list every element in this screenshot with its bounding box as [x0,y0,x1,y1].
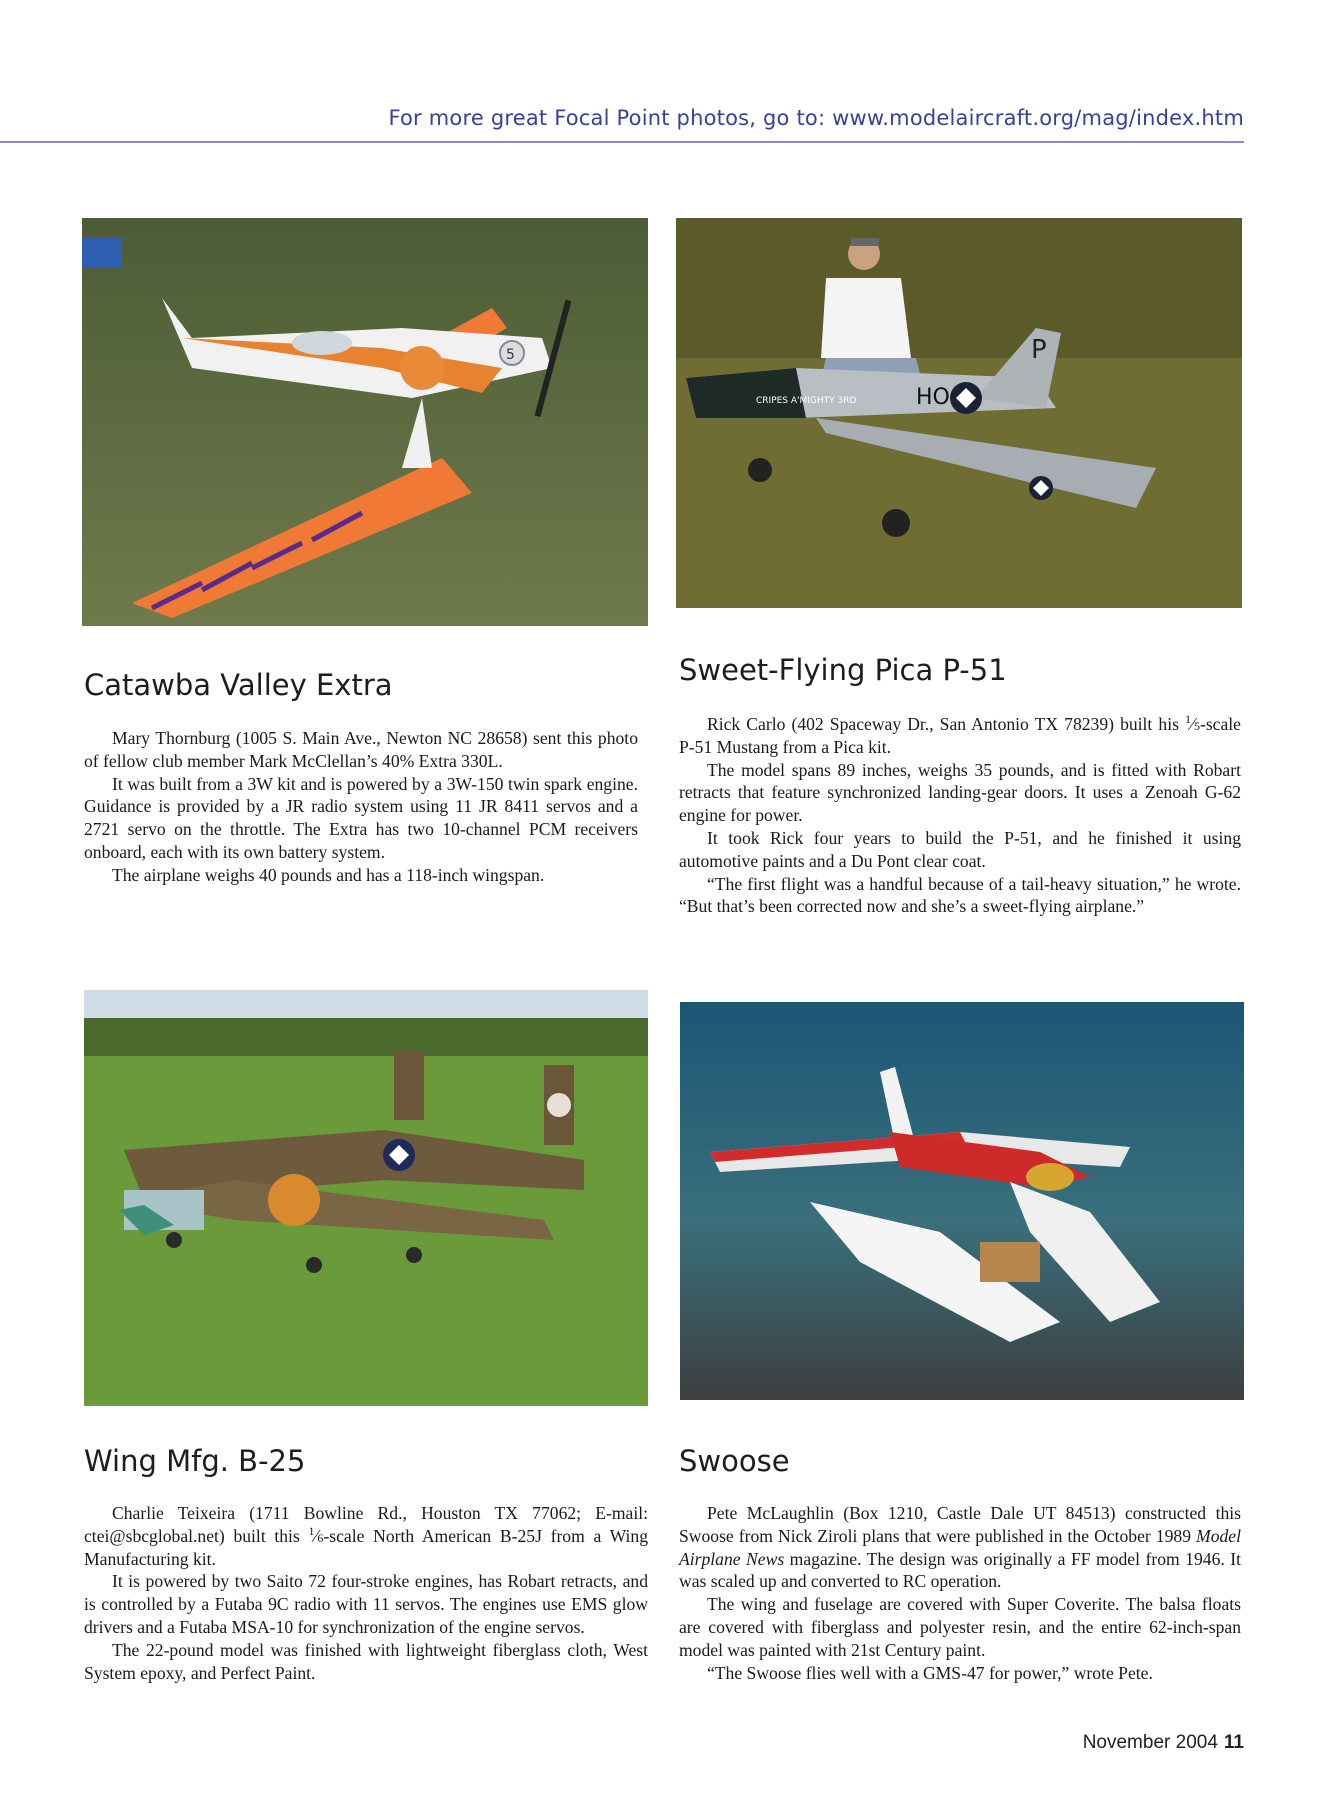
paragraph: It took Rick four years to build the P-51, and he finished it using automotive paints and a Du Pont clear coat. [679,827,1241,871]
p51-code: HO [916,385,950,410]
text-run: Rick Carlo (402 Spaceway Dr., San Antonio TX 78239) built his [707,714,1186,734]
paragraph: “The Swoose flies well with a GMS-47 for power,” wrote Pete. [707,1662,1153,1683]
text-run: -scale P-51 Mustang from a Pica kit. [679,714,1241,757]
paragraph: The airplane weighs 40 pounds and has a 118-inch wingspan. [112,864,545,885]
paragraph: Charlie Teixeira (1711 Bowline Rd., Houston TX 77062; E-mail: ctei@sbcglobal.net) built this $^1$⁄6-scale North American B-25J from a Wing Manufacturing kit. [84,1503,648,1569]
text-run: Charlie Teixeira (1711 Bowline Rd., Houston TX 77062; E-mail: ctei@sbcglobal.net) built this [84,1503,648,1546]
photo-swoose [680,1002,1244,1400]
p51-nose-art: CRIPES A'MIGHTY 3RD [756,396,857,406]
extra-markings: 5 [506,347,515,363]
body-catawba [84,727,638,887]
issue-date: November 2004 [1082,1732,1218,1753]
heading-p51: Sweet-Flying Pica P-51 [679,653,1007,687]
body-swoose [679,1502,1241,1684]
text-run: -scale North American B-25J from a Wing Manufacturing kit. [84,1525,648,1569]
photo-extra [82,218,648,626]
heading-swoose: Swoose [679,1444,790,1478]
paragraph: It is powered by two Saito 72 four-stroke engines, has Robart retracts, and is controlled by a Futaba 9C radio with 11 servos. The engines use EMS glow drivers and a Futaba MSA-10 for synchronization of the engine servos. [84,1571,648,1637]
page-number: 11 [1223,1732,1244,1753]
heading-catawba: Catawba Valley Extra [84,668,393,702]
fraction-numerator: 1 [1185,712,1192,727]
header-rule [0,141,1244,143]
fraction-denominator: 5 [1193,719,1200,733]
fraction-denominator: 6 [317,1530,324,1545]
body-p51 [679,713,1241,918]
paragraph: Mary Thornburg (1005 S. Main Ave., Newton NC 28658) sent this photo of fellow club member Mark McClellan’s 40% Extra 330L. [84,728,638,771]
p51-tail-letter: P [1031,335,1047,365]
body-b25 [84,1502,648,1684]
photo-p51 [676,218,1242,608]
heading-b25: Wing Mfg. B-25 [84,1444,306,1478]
text-run: magazine. The design was originally a FF model from 1946. It was scaled up and converted to RC operation. [679,1548,1241,1592]
paragraph: Rick Carlo (402 Spaceway Dr., San Antonio TX 78239) built his $^1$⁄5-scale P-51 Mustang from a Pica kit. [679,712,1241,757]
paragraph: “The first flight was a handful because of a tail-heavy situation,” he wrote. “But that’s been corrected now and she’s a sweet-flying airplane.” [679,873,1241,917]
page-footer [1083,1732,1244,1754]
photo-b25 [84,990,648,1406]
paragraph: It was built from a 3W kit and is powered by a 3W-150 twin spark engine. Guidance is provided by a JR radio system using 11 JR 8411 servos and a 2721 servo on the throttle. The Extra has two 10-channel PCM receivers onboard, each with its own battery system. [84,773,638,862]
magazine-title: Model Airplane News [679,1525,1241,1569]
paragraph [679,1502,1241,1593]
paragraph: The 22-pound model was finished with lightweight fiberglass cloth, West System epoxy, and Perfect Paint. [84,1639,648,1683]
header-link[interactable]: For more great Focal Point photos, go to: www.modelaircraft.org/mag/index.htm [388,106,1244,130]
paragraph: The wing and fuselage are covered with Super Coverite. The balsa floats are covered with fiberglass and polyester resin, and the entire 62-inch-span model was painted with 21st Century paint. [679,1594,1241,1660]
fraction-numerator: 1 [308,1523,315,1538]
text-run: Pete McLaughlin (Box 1210, Castle Dale UT 84513) constructed this Swoose from Nick Ziroli plans that were published in the October 1989 [679,1503,1241,1546]
paragraph: The model spans 89 inches, weighs 35 pounds, and is fitted with Robart retracts that feature synchronized landing-gear doors. It uses a Zenoah G-62 engine for power. [679,759,1241,826]
